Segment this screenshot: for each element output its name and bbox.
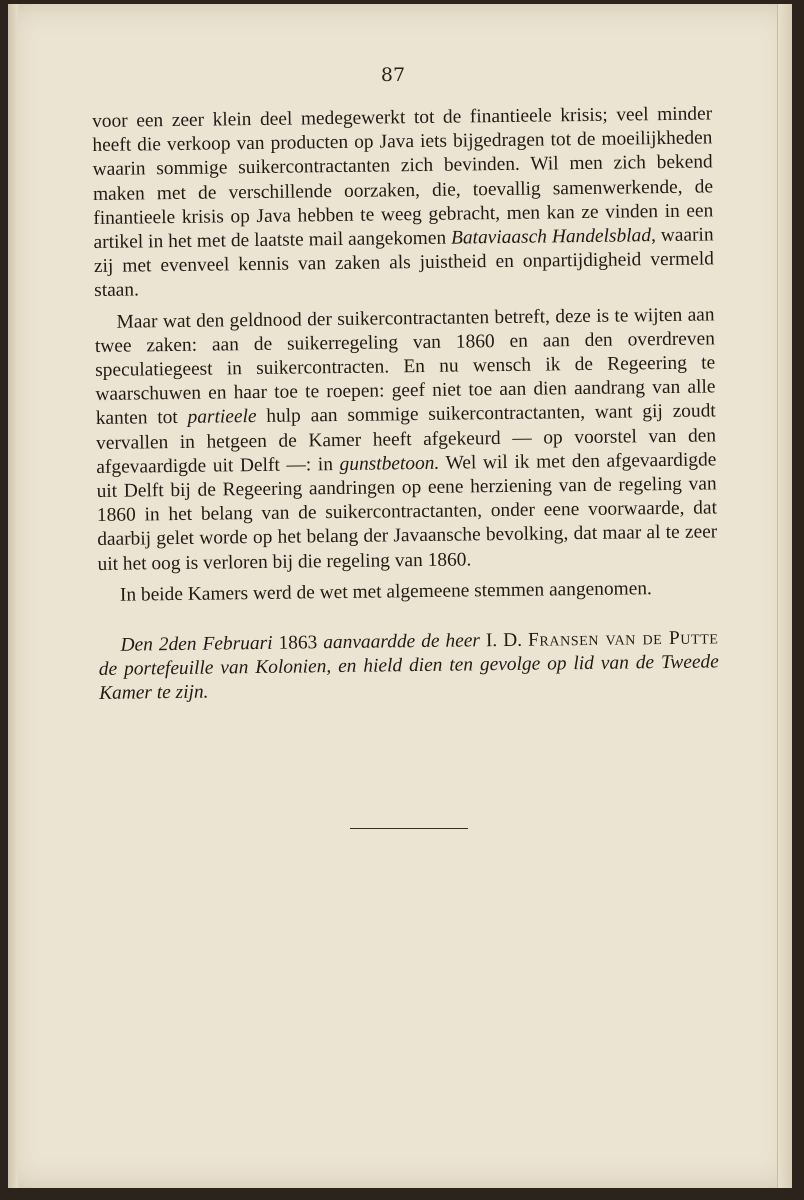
- body-text: [92, 102, 719, 706]
- paragraph-1: [92, 102, 714, 303]
- paragraph-2-text-c: Wel wil ik met den afgevaardigde uit Delft bij de Regeering aandringen op eene herziening van de regeling van 1860 in het belang van de suikercontractanten, onder eene voorwaarde, dat daarbij gelet worde op het belang der Javaansche bevolking, dat maar al te zeer uit het oog is verloren bij die regeling van 1860.: [96, 449, 718, 575]
- page-edge: [777, 4, 792, 1188]
- paragraph-2-text-a: Maar wat den geldnood der suikercontractanten betreft, deze is te wijten aan twee zaken: aan de suikerregeling van 1860 en aan den overdreven speculatiegeest in suikercontracten. En nu wensch ik de Regeering te waarschuwen en haar toe te roepen: geef niet toe aan dien aandrang van alle kanten tot: [94, 304, 716, 430]
- page-number: 87: [380, 64, 406, 86]
- paragraph-4-initials: I. D.: [479, 629, 529, 652]
- section-divider: [350, 828, 468, 829]
- paragraph-4: [98, 626, 719, 706]
- paragraph-2: [94, 303, 717, 577]
- minister-name: Fransen van de Putte: [527, 627, 719, 651]
- paragraph-3: In beide Kamers werd de wet met algemeene stemmen aangenomen.: [119, 578, 652, 606]
- paragraph-1-text-b: , waarin zij met evenveel kennis van zaken als juistheid en onpartijdigheid vermeld staan.: [93, 224, 714, 302]
- paragraph-2-italic-a: partieele: [187, 406, 257, 429]
- book-page: [8, 4, 792, 1188]
- paragraph-4-italic-a: Den 2den Februari: [120, 632, 273, 656]
- paragraph-4-italic-b: aanvaardde de heer: [323, 630, 481, 654]
- paragraph-2-italic-b: gunstbetoon.: [339, 452, 440, 475]
- page-gutter: [8, 4, 18, 1188]
- paragraph-1-text-a: voor een zeer klein deel medegewerkt tot de finantieele krisis; veel minder heeft die verkoop van producten op Java iets bijgedragen tot de moeilijkheden waarin sommige suikercontractanten zich bevinden. Wil men zich bekend maken met de verschillende oorzaken, die, toevallig samenwerkende, de finantieele krisis op Java hebben te weeg gebracht, men kan ze vinden in een artikel in het met de laatste mail aangekomen: [92, 103, 714, 254]
- paragraph-2-text-b: hulp aan sommige suikercontractanten, want gij zoudt vervallen in hetgeen de Kamer heeft afgekeurd — op voorstel van den afgevaardigde uit Delft —: in: [95, 400, 717, 478]
- paragraph-4-italic-c: de portefeuille van Kolonien, en hield dien ten gevolge op lid van de Tweede Kamer te zijn.: [98, 651, 719, 705]
- newspaper-title: Bataviaasch Handelsblad: [450, 225, 652, 249]
- paragraph-4-year: 1863: [272, 632, 324, 654]
